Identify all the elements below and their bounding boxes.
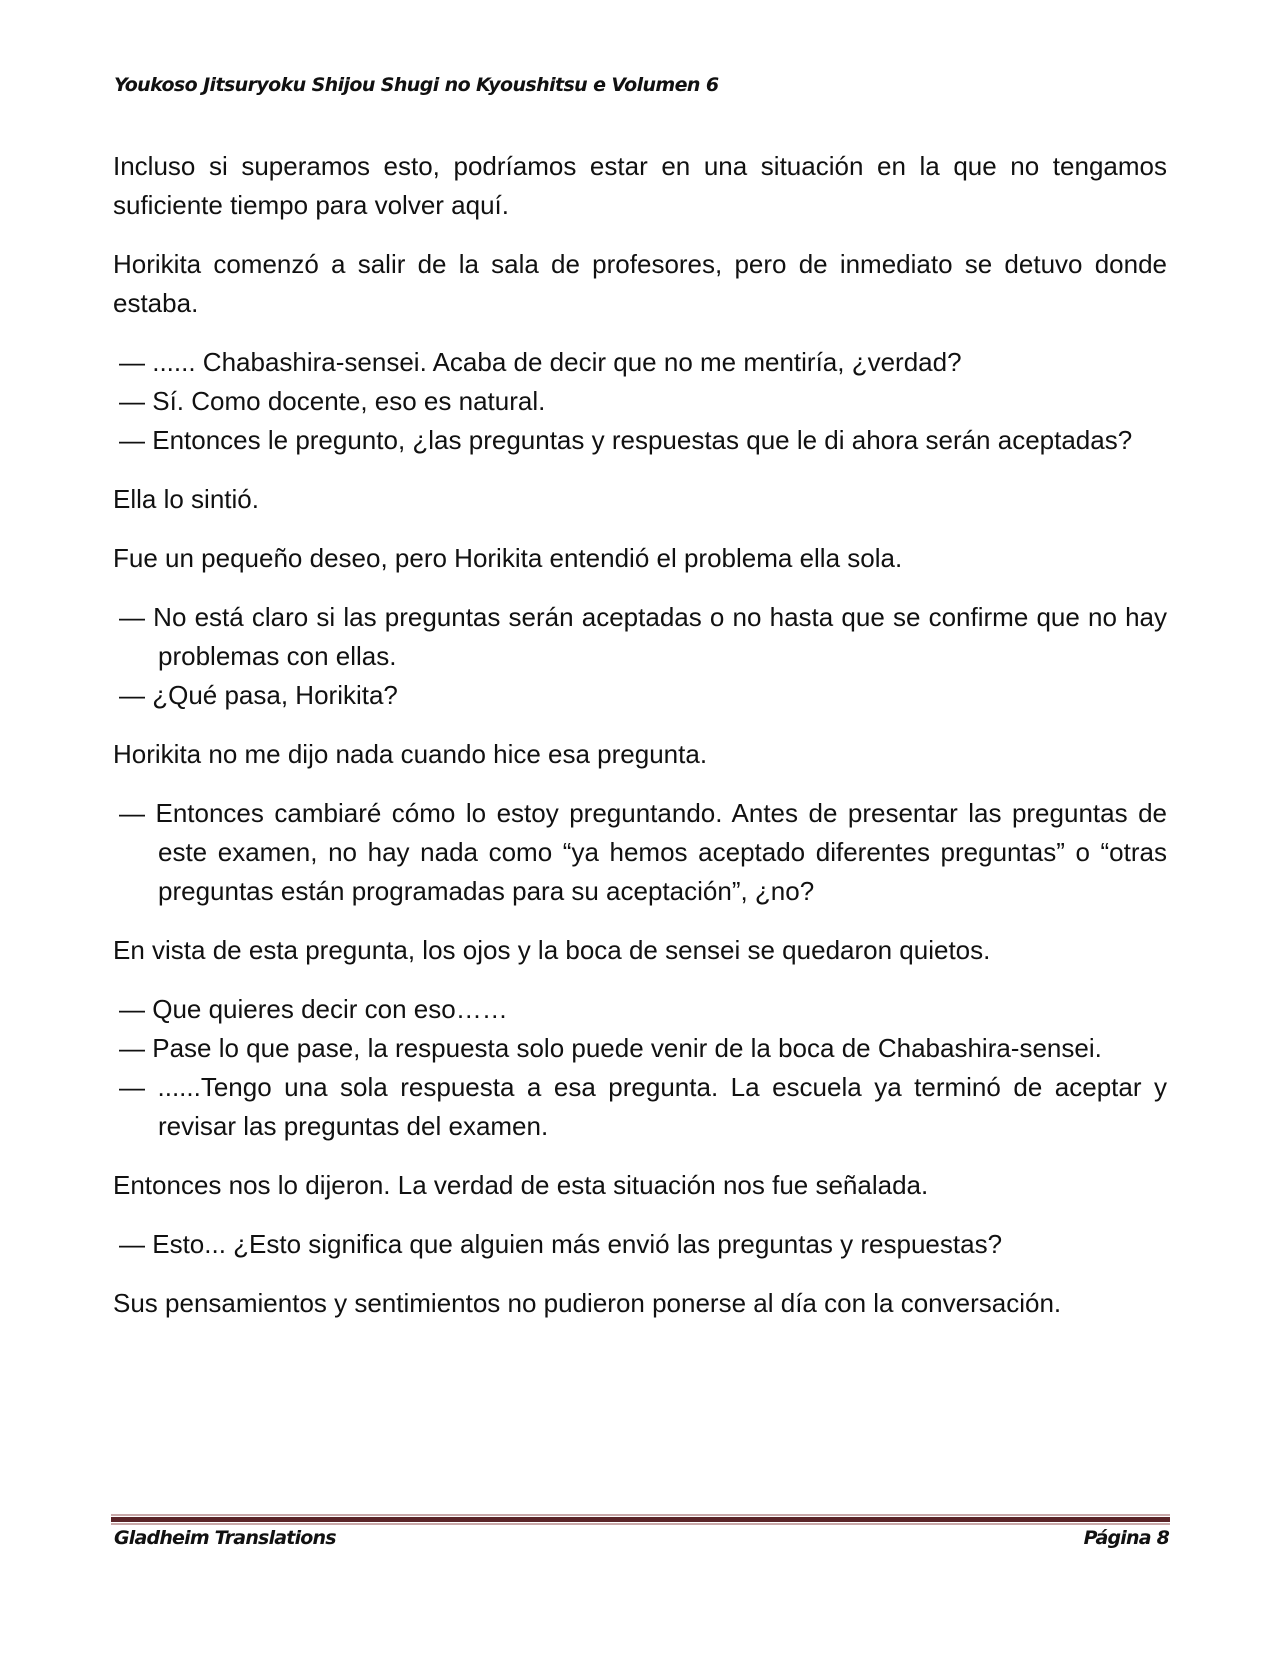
dialogue-line: — Esto... ¿Esto significa que alguien más envió las preguntas y respuestas? xyxy=(119,1229,1003,1259)
paragraph: Sus pensamientos y sentimientos no pudieron ponerse al día con la conversación. xyxy=(113,1288,1062,1318)
dialogue-group xyxy=(113,794,1167,911)
dialogue-line: — Que quieres decir con eso…… xyxy=(119,994,508,1024)
paragraph: Incluso si superamos esto, podríamos estar en una situación en la que no tengamos suficiente tiempo para volver aquí. xyxy=(113,151,1167,220)
paragraph: Ella lo sintió. xyxy=(113,484,259,514)
dialogue-line: — No está claro si las preguntas serán aceptadas o no hasta que se confirme que no hay problemas con ellas. xyxy=(119,602,1167,671)
dialogue-line: — ¿Qué pasa, Horikita? xyxy=(119,680,398,710)
paragraph: Horikita comenzó a salir de la sala de profesores, pero de inmediato se detuvo donde estaba. xyxy=(113,249,1167,318)
dialogue-line: — Pase lo que pase, la respuesta solo puede venir de la boca de Chabashira-sensei. xyxy=(119,1033,1102,1063)
paragraph: Fue un pequeño deseo, pero Horikita entendió el problema ella sola. xyxy=(113,543,903,573)
dialogue-line: — Entonces le pregunto, ¿las preguntas y respuestas que le di ahora serán aceptadas? xyxy=(119,425,1133,455)
page-number: Página 8 xyxy=(1083,1527,1169,1549)
dialogue-group xyxy=(113,1225,1167,1264)
dialogue-line: — Entonces cambiaré cómo lo estoy preguntando. Antes de presentar las preguntas de este examen, no hay nada como “ya hemos aceptado diferentes preguntas” o “otras preguntas están programadas para su aceptación”, ¿no? xyxy=(119,798,1167,906)
page-body xyxy=(113,147,1167,1343)
dialogue-line: — ......Tengo una sola respuesta a esa pregunta. La escuela ya terminó de aceptar y revisar las preguntas del examen. xyxy=(119,1072,1167,1141)
dialogue-group xyxy=(113,598,1167,715)
paragraph: Entonces nos lo dijeron. La verdad de esta situación nos fue señalada. xyxy=(113,1170,929,1200)
paragraph: En vista de esta pregunta, los ojos y la boca de sensei se quedaron quietos. xyxy=(113,935,991,965)
footer-divider xyxy=(111,1514,1170,1525)
dialogue-line: — ...... Chabashira-sensei. Acaba de decir que no me mentiría, ¿verdad? xyxy=(119,347,962,377)
paragraph: Horikita no me dijo nada cuando hice esa pregunta. xyxy=(113,739,708,769)
dialogue-line: — Sí. Como docente, eso es natural. xyxy=(119,386,546,416)
dialogue-group xyxy=(113,343,1167,460)
running-header: Youkoso Jitsuryoku Shijou Shugi no Kyoushitsu e Volumen 6 xyxy=(114,74,719,96)
dialogue-group xyxy=(113,990,1167,1146)
footer-translator: Gladheim Translations xyxy=(114,1527,336,1549)
